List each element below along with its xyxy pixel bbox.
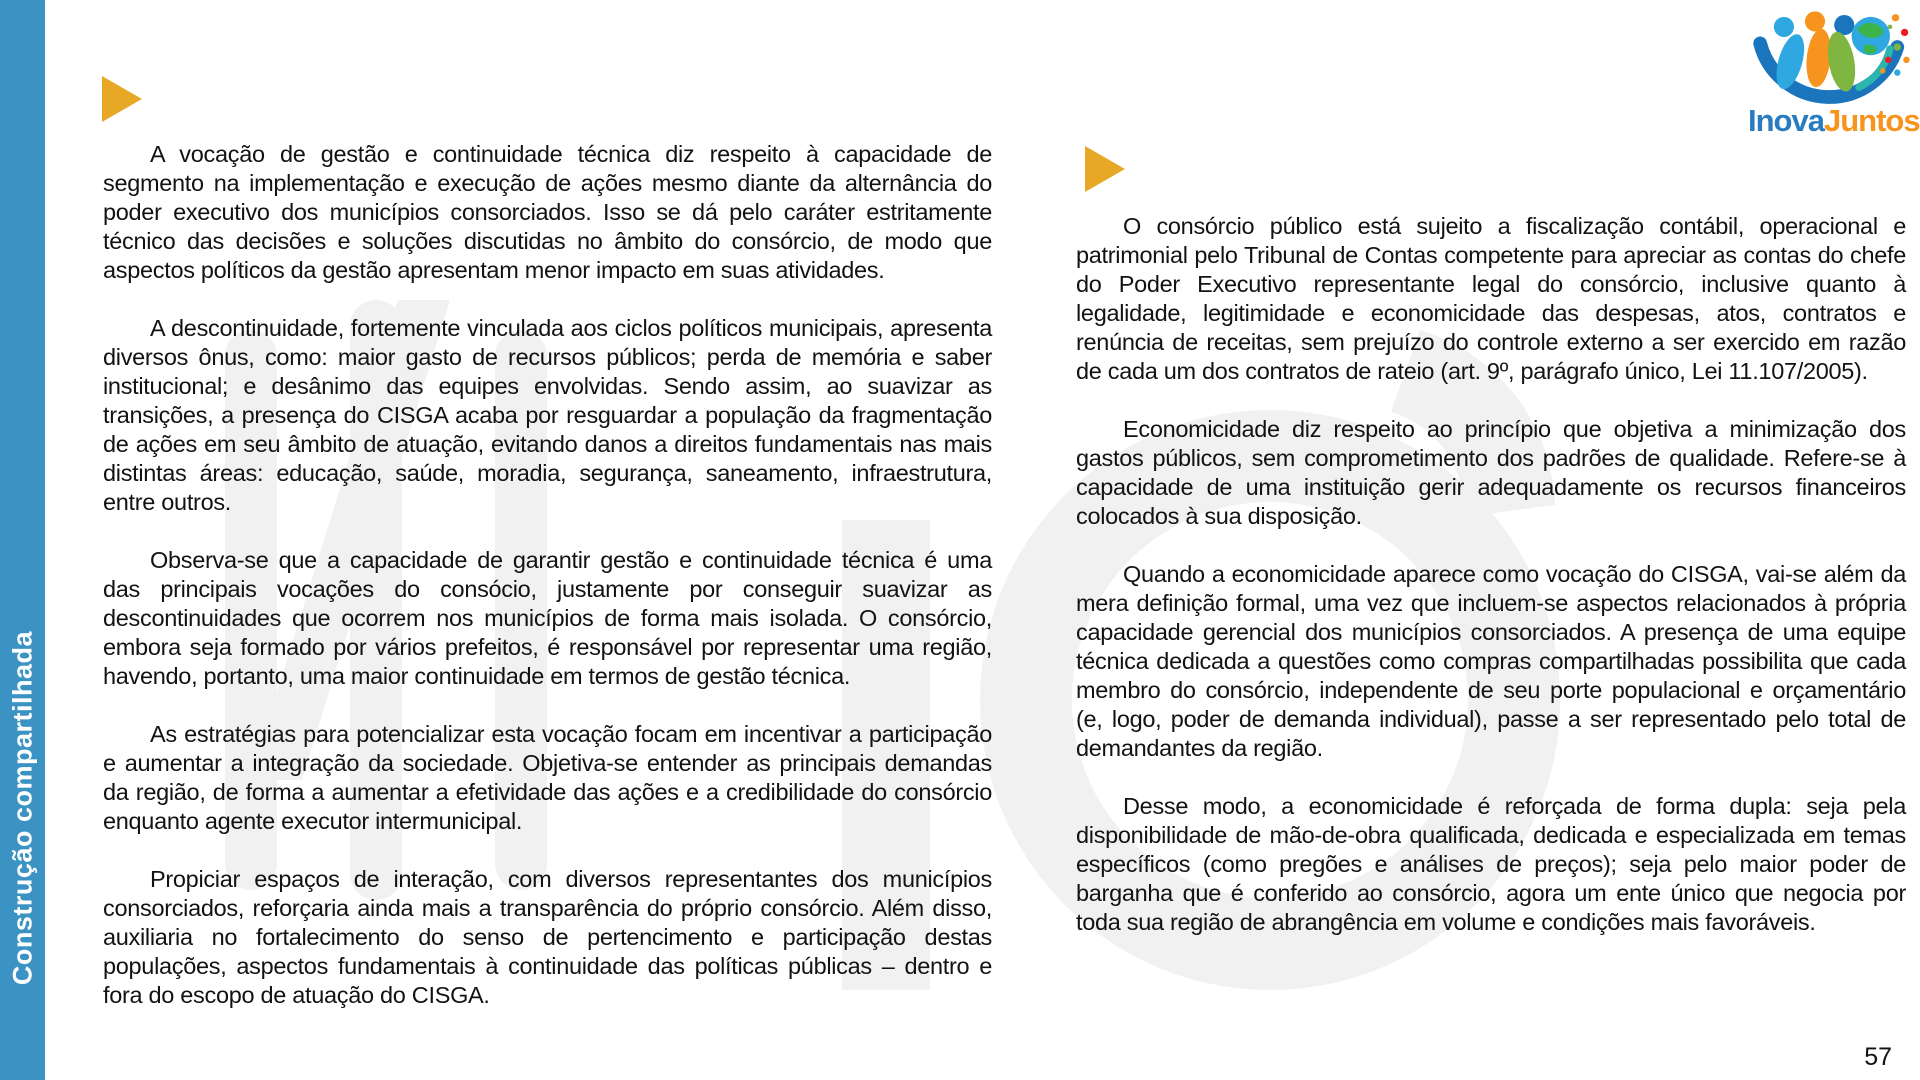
inovajuntos-logo [1748, 6, 1920, 138]
person-head-orange [1804, 11, 1824, 31]
paragraph: A descontinuidade, fortemente vinculada aos ciclos políticos municipais, apresenta diversos ônus, como: maior gasto de recursos públicos; perda de memória e saber institucional; e desânimo das equipes envolvidas. Sendo assim, ao suavizar as transições, a presença do CISGA acaba por resguardar a população da fragmentação de ações em seu âmbito de atuação, evitando danos a direitos fundamentais nas mais distintas áreas: educação, saúde, moradia, segurança, saneamento, infraestrutura, entre outros. [103, 315, 992, 515]
paragraph: O consórcio público está sujeito a fiscalização contábil, operacional e patrimonial pelo Tribunal de Contas competente para apreciar as contas do chefe do Poder Executivo representante legal do consórcio, inclusive quanto à legalidade, legitimidade e economicidade das despesas, atos, contratos e renúncia de receitas, sem prejuízo do controle externo a ser exercido em razão de cada um dos contratos de rateio (art. 9º, parágrafo único, Lei 11.107/2005). [1076, 213, 1906, 384]
chapter-title-vertical: Construção compartilhada [7, 630, 37, 985]
wordmark-juntos: Juntos [1823, 103, 1920, 138]
paragraph: Quando a economicidade aparece como vocação do CISGA, vai-se além da mera definição formal, uma vez que incluem-se aspectos relacionados à própria capacidade gerencial dos municípios consorciados. A presença de uma equipe técnica dedicada a questões como compras compartilhadas possibilita que cada membro do consórcio, independente de seu porte populacional e orçamentário (e, logo, poder de demanda individual), passe a ser representado pelo total de demandantes da região. [1076, 561, 1906, 761]
paragraph: A vocação de gestão e continuidade técnica diz respeito à capacidade de segmento na implementação e execução de ações mesmo diante da alternância do poder executivo dos municípios consorciados. Isso se dá pelo caráter estritamente técnico das decisões e soluções discutidas no âmbito do consórcio, de modo que aspectos políticos da gestão apresentam menor impacto em suas atividades. [103, 141, 992, 283]
triangle-bullet-icon [1085, 146, 1125, 192]
left-text-column [103, 140, 992, 1039]
inovajuntos-wordmark [1748, 103, 1920, 138]
paragraph: Propiciar espaços de interação, com diversos representantes dos municípios consorciados, reforçaria ainda mais a transparência do próprio consórcio. Além disso, auxiliaria no fortalecimento do senso de pertencimento e participação destas populações, aspectos fundamentais à continuidade das políticas públicas – dentro e fora do escopo de atuação do CISGA. [103, 866, 992, 1008]
wordmark-inova: Inova [1748, 103, 1824, 138]
paragraph: Desse modo, a economicidade é reforçada de forma dupla: seja pela disponibilidade de mão-de-obra qualificada, dedicada e especializada em temas específicos (como pregões e análises de preços); seja pelo maior poder de barganha que é conferido ao consórcio, agora um ente único que negocia por toda sua região de abrangência em volume e condições mais favoráveis. [1076, 793, 1906, 935]
paragraph: As estratégias para potencializar esta vocação focam em incentivar a participação e aumentar a integração da sociedade. Objetiva-se entender as principais demandas da região, de forma a aumentar a efetividade das ações e a credibilidade do consórcio enquanto agente executor intermunicipal. [103, 721, 992, 834]
person-head-blue [1773, 17, 1793, 37]
right-text-column [1076, 212, 1906, 966]
paragraph: Economicidade diz respeito ao princípio que objetiva a minimização dos gastos públicos, sem comprometimento dos padrões de qualidade. Refere-se à capacidade de uma instituição gerir adequadamente os recursos financeiros colocados à sua disposição. [1076, 416, 1906, 529]
paragraph: Observa-se que a capacidade de garantir gestão e continuidade técnica é uma das principais vocações do consócio, justamente por conseguir suavizar as descontinuidades que ocorrem nos municípios de forma mais isolada. O consórcio, embora seja formado por vários prefeitos, é responsável por representar uma região, havendo, portanto, uma maior continuidade em termos de gestão técnica. [103, 547, 992, 689]
chapter-side-band [0, 0, 45, 1080]
page-number: 57 [1864, 1043, 1892, 1071]
triangle-bullet-icon [102, 76, 142, 122]
inovajuntos-logo-mark [1751, 6, 1911, 110]
